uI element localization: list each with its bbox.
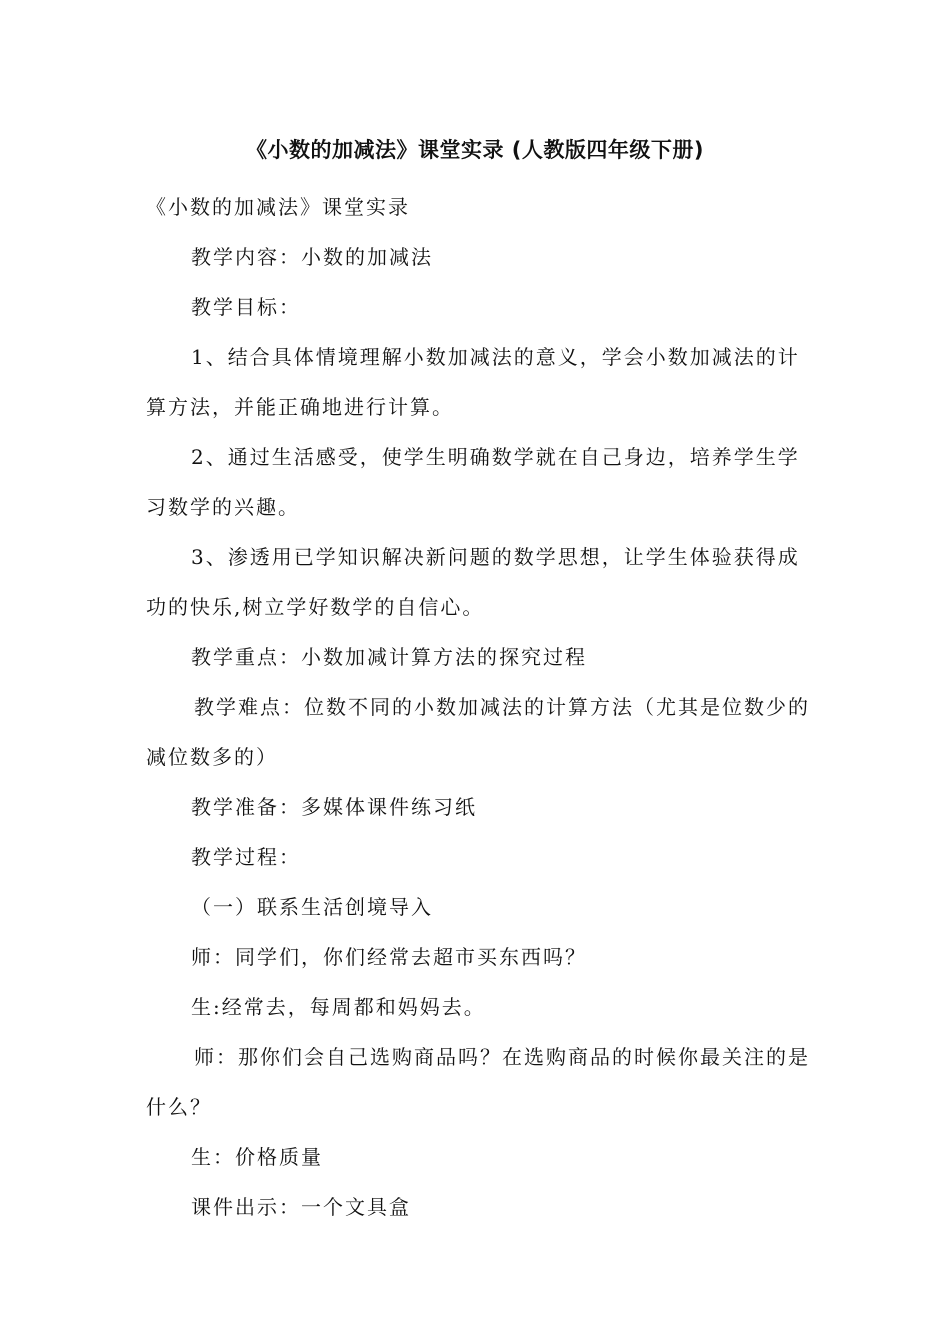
teaching-preparation-paragraph: 教学准备：多媒体课件练习纸 <box>191 795 477 819</box>
teaching-difficulty-paragraph: 教学难点：位数不同的小数加减法的计算方法（尤其是位数少的减位数多的） <box>146 695 810 769</box>
dialogue-teacher-2: 师：那你们会自己选购商品吗？在选购商品的时候你最关注的是什么？ <box>146 1045 810 1119</box>
document-body <box>146 182 814 1232</box>
teaching-process-heading: 教学过程： <box>191 845 301 869</box>
subtitle-paragraph: 《小数的加减法》课堂实录 <box>146 195 410 219</box>
dialogue-student-1: 生:经常去，每周都和妈妈去。 <box>191 995 486 1019</box>
teaching-goals-heading: 教学目标： <box>191 295 301 319</box>
courseware-display-paragraph: 课件出示：一个文具盒 <box>191 1195 411 1219</box>
goal-2-paragraph: 2、通过生活感受，使学生明确数学就在自己身边，培养学生学习数学的兴趣。 <box>146 445 800 519</box>
goal-3-paragraph: 3、渗透用已学知识解决新问题的数学思想，让学生体验获得成功的快乐,树立学好数学的自信心。 <box>146 545 800 619</box>
document-title: 《小数的加减法》课堂实录 (人教版四年级下册) <box>245 138 704 162</box>
teaching-focus-paragraph: 教学重点：小数加减计算方法的探究过程 <box>191 645 587 669</box>
dialogue-student-2: 生：价格质量 <box>191 1145 323 1169</box>
goal-1-paragraph: 1、结合具体情境理解小数加减法的意义，学会小数加减法的计算方法，并能正确地进行计算。 <box>146 345 800 419</box>
teaching-content-paragraph: 教学内容：小数的加减法 <box>191 245 433 269</box>
dialogue-teacher-1: 师：同学们，你们经常去超市买东西吗？ <box>191 945 587 969</box>
section-1-heading: （一）联系生活创境导入 <box>191 895 433 919</box>
